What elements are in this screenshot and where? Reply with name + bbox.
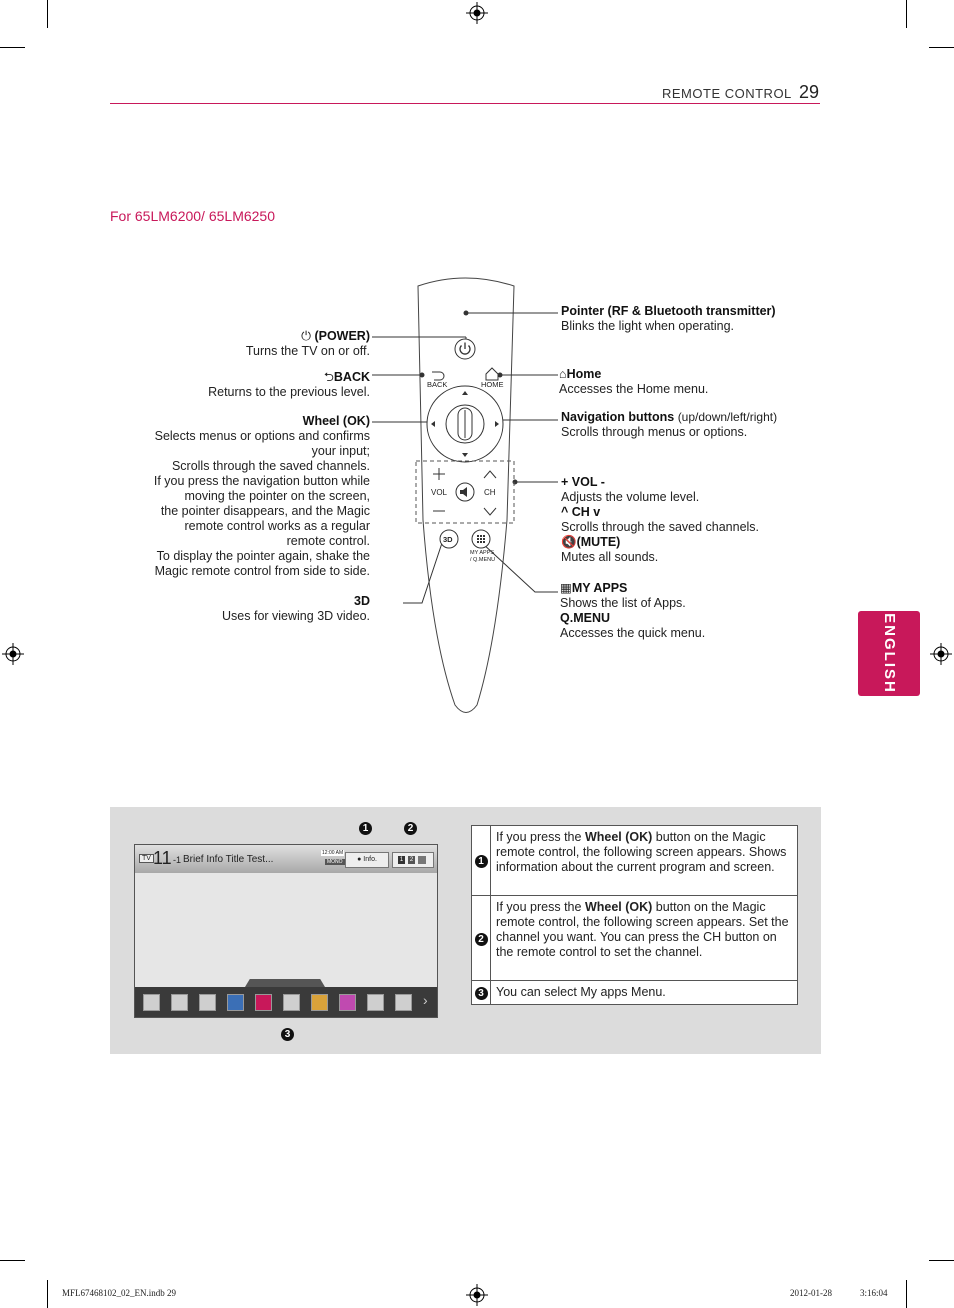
vol-button-label: VOL [431, 488, 448, 497]
wheel-title: Wheel (OK) [302, 414, 370, 428]
table-row [472, 826, 798, 896]
home-icon: ⌂ [559, 367, 567, 381]
3d-label [130, 594, 370, 624]
myapps-grid-icon: ▦ [560, 581, 572, 595]
apps-app-icon[interactable] [339, 994, 356, 1011]
footer-date: 2012-01-28 [790, 1288, 832, 1298]
power-desc: Turns the TV on or off. [245, 344, 370, 358]
wheel-desc-line: your input; [311, 444, 370, 458]
section-title: REMOTE CONTROL [662, 86, 792, 101]
3d-button-label: 3D [443, 535, 453, 544]
crop-mark [47, 0, 48, 28]
row-number: 3 [475, 987, 488, 1000]
vol-title: + VOL - [561, 475, 605, 489]
pointer-desc: Blinks the light when operating. [561, 319, 735, 333]
list-icon [418, 856, 426, 864]
table-row [472, 896, 798, 981]
row-text-pre: If you press the [496, 830, 585, 844]
myapps-label [560, 581, 820, 641]
magic-remote-illustration [370, 270, 570, 720]
header-divider [110, 103, 820, 104]
my-apps-dock [135, 987, 437, 1017]
back-button-label: BACK [427, 380, 448, 389]
ch-title: ^ CH v [561, 505, 601, 519]
info-bar [135, 845, 437, 873]
back-title: BACK [333, 370, 370, 384]
input-app-icon[interactable] [395, 994, 412, 1011]
channel-number: 11 [153, 848, 172, 868]
callout-2: 2 [404, 822, 417, 835]
row-number-cell [472, 826, 491, 896]
ch-desc: Scrolls through the saved channels. [561, 520, 760, 534]
info-button[interactable] [345, 852, 389, 868]
crop-mark [47, 1280, 48, 1308]
back-desc: Returns to the previous level. [208, 385, 370, 399]
qmenu-button-label: / Q.MENU [470, 557, 496, 563]
wheel-desc-line: If you press the navigation button while [153, 474, 370, 488]
3d-title: 3D [354, 594, 370, 608]
channel-sub: -1 [173, 855, 182, 865]
page-number: 29 [799, 82, 820, 102]
mute-title: (MUTE) [576, 535, 621, 549]
power-label [130, 329, 370, 359]
search-app-icon[interactable] [199, 994, 216, 1011]
row-text-post: button on the Magic remote control, the following screen appears. Shows information about the current program and screen. [496, 830, 787, 874]
row-text-bold: Wheel (OK) [584, 830, 653, 844]
page-indicator[interactable] [392, 852, 434, 868]
settings-app-icon[interactable] [171, 994, 188, 1011]
registration-mark-icon [930, 643, 952, 665]
crop-mark [906, 1280, 907, 1308]
registration-mark-icon [2, 643, 24, 665]
mute-icon: 🔇 [561, 535, 577, 549]
row-number: 1 [475, 855, 488, 868]
3d-desc: Uses for viewing 3D video. [222, 609, 370, 623]
audio-badge: MONO [327, 859, 343, 865]
registration-mark-icon [466, 1284, 488, 1306]
smart-share-app-icon[interactable] [311, 994, 328, 1011]
ch-button-label: CH [484, 488, 496, 497]
row-text-pre: If you press the [496, 900, 585, 914]
row-number-cell [472, 981, 491, 1005]
pointer-title: Pointer (RF & Bluetooth transmitter) [561, 304, 776, 318]
crop-mark [0, 1260, 25, 1261]
tv-badge: TV [139, 854, 154, 863]
page-1-box: 1 [399, 857, 404, 863]
row-text [491, 896, 798, 981]
wheel-desc-line: moving the pointer on the screen, [184, 489, 370, 503]
web-browser-app-icon[interactable] [227, 994, 244, 1011]
back-label [130, 370, 370, 400]
home-button-label: HOME [481, 380, 504, 389]
navigation-desc: Scrolls through menus or options. [561, 425, 748, 439]
row-text-post: button on the Magic remote control, the following screen appears. Set the channel you want. You can press the CH button on the remote control to set the channel. [496, 900, 789, 959]
language-tab-label: ENGLISH [881, 613, 898, 694]
info-button-label: Info. [363, 856, 377, 863]
registration-mark-icon [466, 2, 488, 24]
footer-time: 3:16:04 [860, 1288, 888, 1298]
myapps-button-label: MY APPS [470, 550, 495, 556]
home-title: Home [566, 367, 602, 381]
chevron-right-icon[interactable]: › [423, 992, 428, 1008]
navigation-label [561, 410, 821, 440]
row-text: You can select My apps Menu. [491, 981, 798, 1005]
language-tab [858, 611, 920, 696]
vol-ch-mute-label [561, 475, 821, 565]
wheel-desc-line: remote control. [286, 534, 370, 548]
lg-app-icon[interactable] [255, 994, 272, 1011]
navigation-extra: (up/down/left/right) [677, 410, 778, 424]
table-row [472, 981, 798, 1005]
wheel-desc-line: Magic remote control from side to side. [154, 564, 370, 578]
model-line: For 65LM6200/ 65LM6250 [110, 208, 275, 224]
row-text-bold: Wheel (OK) [584, 900, 653, 914]
vol-desc: Adjusts the volume level. [561, 490, 700, 504]
wheel-label [110, 414, 370, 579]
tv-screen-mockup [134, 844, 438, 1018]
crop-mark [0, 47, 25, 48]
info-icon: ● [357, 856, 362, 863]
dock-tab [245, 979, 325, 987]
row-text [491, 826, 798, 896]
page-2-box: 2 [409, 857, 414, 863]
back-icon: ⮌ [323, 370, 334, 384]
callout-3: 3 [281, 1028, 294, 1041]
pointer-label [561, 304, 821, 334]
wheel-desc-line: Scrolls through the saved channels. [171, 459, 370, 473]
row-number-cell [472, 896, 491, 981]
program-title: Brief Info Title Test... [183, 854, 274, 865]
wheel-desc-line: remote control works as a regular [184, 519, 370, 533]
crop-mark [929, 47, 954, 48]
mute-desc: Mutes all sounds. [561, 550, 659, 564]
power-title: (POWER) [314, 329, 370, 343]
power-icon: ⏻ [301, 329, 311, 343]
navigation-title: Navigation buttons [561, 410, 675, 424]
clock: 12:00 AM [322, 850, 344, 856]
myapps-title: MY APPS [571, 581, 628, 595]
qmenu-title: Q.MENU [560, 611, 610, 625]
wheel-desc-line: the pointer disappears, and the Magic [160, 504, 370, 518]
app-icon[interactable] [143, 994, 160, 1011]
wheel-desc-line: Selects menus or options and confirms [154, 429, 370, 443]
setup-app-icon[interactable] [367, 994, 384, 1011]
premium-app-icon[interactable] [283, 994, 300, 1011]
description-table [471, 825, 798, 1005]
qmenu-desc: Accesses the quick menu. [560, 626, 706, 640]
footer-file: MFL67468102_02_EN.indb 29 [62, 1288, 177, 1298]
callout-1: 1 [359, 822, 372, 835]
wheel-desc-line: To display the pointer again, shake the [156, 549, 370, 563]
row-number: 2 [475, 933, 488, 946]
crop-mark [906, 0, 907, 28]
home-desc: Accesses the Home menu. [559, 382, 709, 396]
myapps-desc: Shows the list of Apps. [560, 596, 686, 610]
home-label [559, 367, 799, 397]
crop-mark [929, 1260, 954, 1261]
